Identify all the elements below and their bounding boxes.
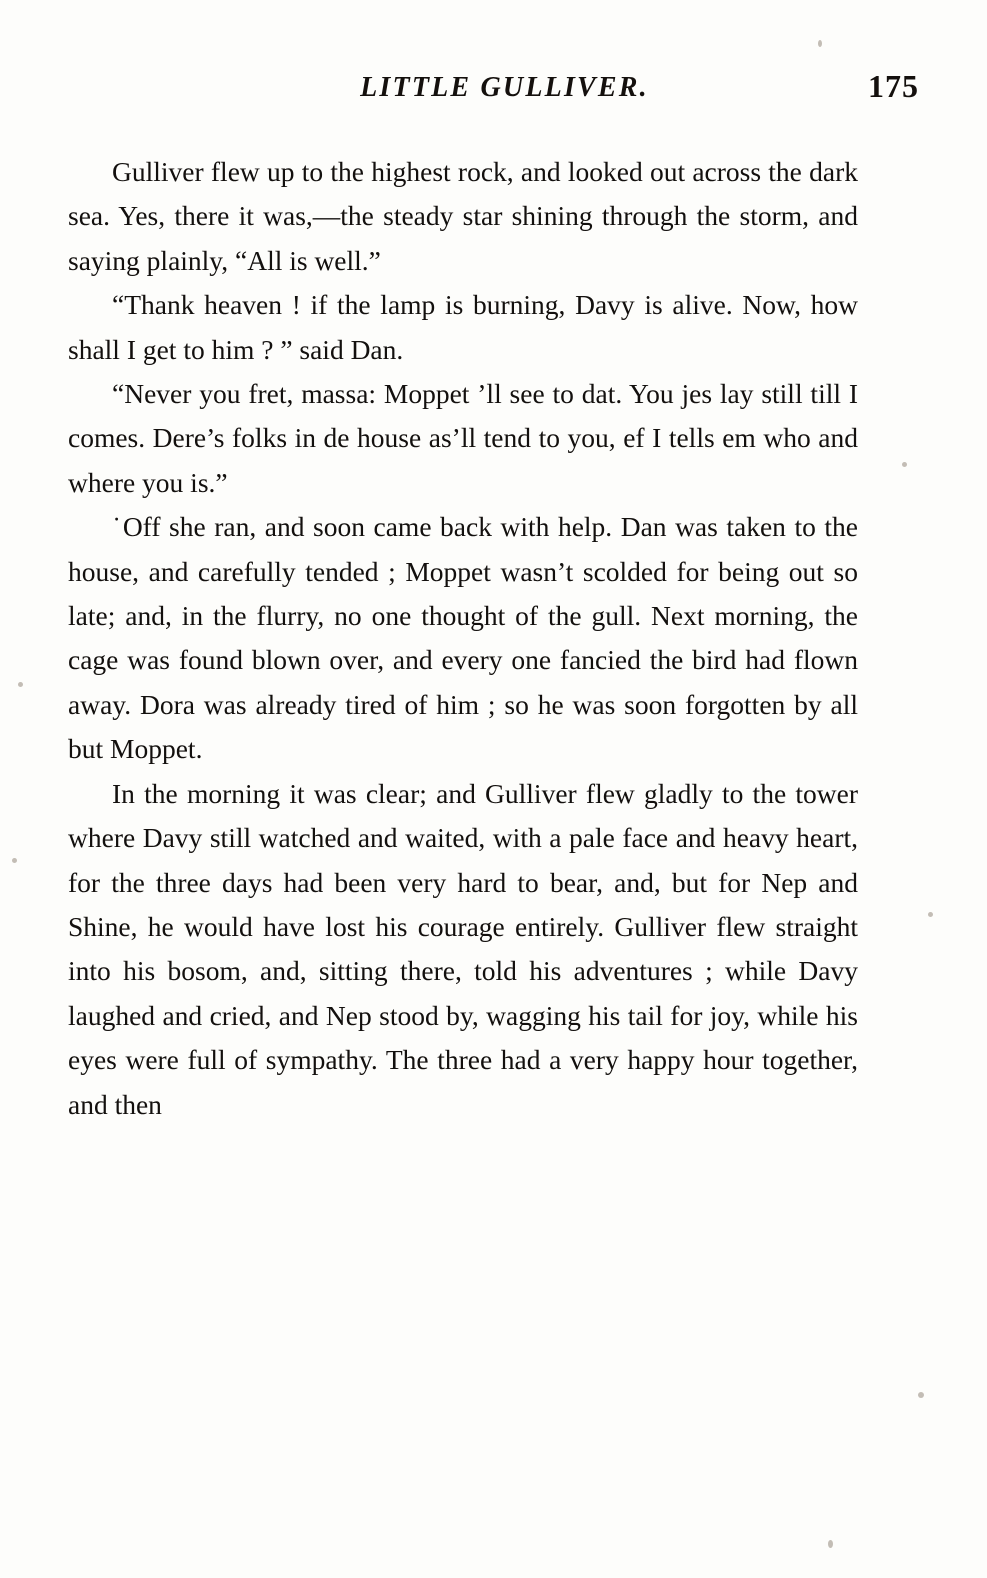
paragraph: ˙Off she ran, and soon came back with help. Dan was taken to the house, and carefully tended ; Moppet wasn’t scolded for being out so late; and, in the flurry, no one thought of the gull. Next morning, the cage was found blown over, and every one fancied the bird had flown away. Dora was already tired of him ; so he was soon forgotten by all but Moppet.	[68, 511, 858, 765]
paragraph: “Never you fret, massa: Moppet ’ll see to dat. You jes lay still till I comes. Dere’s folks in de house as’ll tend to you, ef I tells em who and where you is.”	[68, 378, 858, 498]
paper-speck	[18, 682, 23, 687]
paragraph: “Thank heaven ! if the lamp is burning, Davy is alive. Now, how shall I get to him ? ” said Dan.	[68, 289, 858, 365]
paper-speck	[918, 1392, 924, 1398]
paper-speck	[12, 858, 17, 863]
paragraph: Gulliver flew up to the highest rock, and looked out across the dark sea. Yes, there it was,—the steady star shining through the storm, and saying plainly, “All is well.”	[68, 156, 858, 276]
running-title: LITTLE GULLIVER.	[360, 72, 649, 103]
paper-speck	[828, 1540, 833, 1548]
page-header	[68, 68, 919, 116]
paper-speck	[928, 912, 933, 917]
paper-speck	[818, 40, 822, 47]
page-body	[68, 150, 858, 1127]
page-number: 175	[868, 68, 919, 104]
paragraph: In the morning it was clear; and Gulliver flew gladly to the tower where Davy still watched and waited, with a pale face and heavy heart, for the three days had been very hard to bear, and, but for Nep and Shine, he would have lost his courage entirely. Gulliver flew straight into his bosom, and, sitting there, told his adventures ; while Davy laughed and cried, and Nep stood by, wagging his tail for joy, while his eyes were full of sympathy. The three had a very happy hour together, and then	[68, 777, 858, 1120]
paper-speck	[902, 462, 907, 467]
